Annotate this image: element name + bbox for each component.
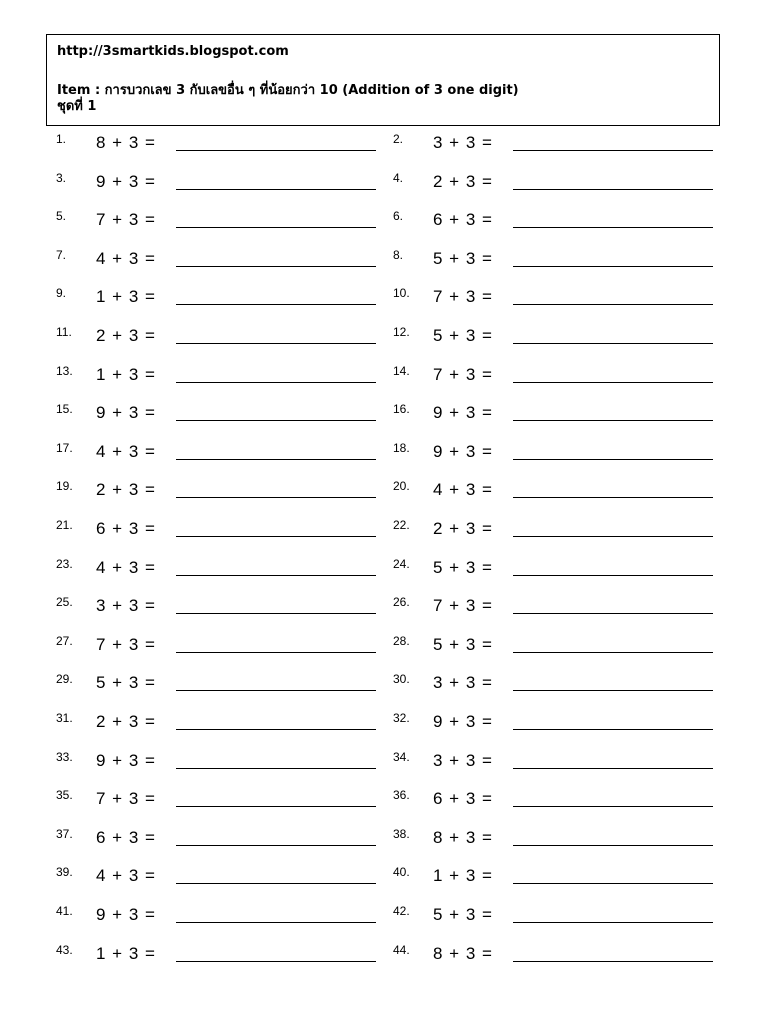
- problem-expression: 7 + 3 =: [433, 364, 492, 384]
- problem-number: 29.: [56, 672, 73, 687]
- problem-expression: 4 + 3 =: [96, 441, 155, 461]
- answer-line[interactable]: [513, 266, 713, 267]
- answer-line[interactable]: [513, 150, 713, 151]
- set-label: ชุดที่ 1: [57, 99, 97, 114]
- answer-line[interactable]: [513, 304, 713, 305]
- answer-line[interactable]: [176, 922, 376, 923]
- problem-number: 36.: [393, 788, 410, 803]
- problem-expression: 1 + 3 =: [433, 866, 492, 886]
- answer-line[interactable]: [176, 497, 376, 498]
- problem-number: 11.: [56, 325, 72, 339]
- answer-line[interactable]: [513, 189, 713, 190]
- problem-number: 6.: [393, 209, 404, 224]
- problem-number: 12.: [393, 325, 410, 339]
- problem-item: [56, 750, 396, 780]
- problem-expression: 6 + 3 =: [96, 519, 155, 538]
- problem-item: [56, 595, 396, 625]
- answer-line[interactable]: [513, 961, 713, 962]
- problem-expression: 2 + 3 =: [96, 326, 155, 345]
- problem-item: [393, 209, 733, 239]
- problem-number: 21.: [56, 518, 73, 532]
- problem-item: [393, 595, 733, 625]
- problem-number: 34.: [393, 749, 410, 764]
- problem-expression: 6 + 3 =: [433, 210, 492, 230]
- problem-number: 22.: [393, 518, 410, 532]
- problem-item: [393, 788, 733, 818]
- problem-item: [393, 441, 733, 471]
- problem-expression: 7 + 3 =: [96, 634, 155, 654]
- source-url: http://3smartkids.blogspot.com: [57, 44, 289, 59]
- problem-item: [393, 171, 733, 201]
- problem-item: [393, 325, 733, 355]
- problem-item: [56, 325, 396, 355]
- problem-item: [56, 479, 396, 509]
- problem-item: [56, 865, 396, 895]
- answer-line[interactable]: [176, 343, 376, 344]
- problem-item: [56, 171, 396, 201]
- answer-line[interactable]: [176, 806, 376, 807]
- answer-line[interactable]: [513, 497, 713, 498]
- answer-line[interactable]: [513, 343, 713, 344]
- answer-line[interactable]: [513, 806, 713, 807]
- answer-line[interactable]: [513, 883, 713, 884]
- problem-item: [56, 904, 396, 934]
- problem-item: [393, 750, 733, 780]
- problem-expression: 4 + 3 =: [96, 248, 155, 268]
- answer-line[interactable]: [176, 382, 376, 383]
- problem-number: 40.: [393, 865, 410, 880]
- problem-number: 37.: [56, 826, 73, 841]
- answer-line[interactable]: [176, 304, 376, 305]
- problem-item: [56, 518, 396, 548]
- problem-expression: 1 + 3 =: [96, 943, 155, 963]
- problem-expression: 8 + 3 =: [433, 943, 492, 963]
- answer-line[interactable]: [513, 922, 713, 923]
- problem-number: 41.: [56, 904, 73, 918]
- answer-line[interactable]: [513, 768, 713, 769]
- problem-expression: 9 + 3 =: [433, 712, 492, 731]
- answer-line[interactable]: [513, 613, 713, 614]
- problem-number: 17.: [56, 440, 73, 455]
- answer-line[interactable]: [513, 536, 713, 537]
- answer-line[interactable]: [513, 575, 713, 576]
- problem-number: 14.: [393, 363, 410, 378]
- problem-item: [56, 248, 396, 278]
- problem-expression: 2 + 3 =: [96, 712, 155, 731]
- problem-number: 28.: [393, 633, 410, 648]
- problem-item: [56, 788, 396, 818]
- problem-number: 2.: [393, 132, 404, 146]
- problem-expression: 5 + 3 =: [433, 248, 492, 268]
- problem-number: 7.: [56, 247, 67, 262]
- problem-expression: 3 + 3 =: [433, 673, 492, 693]
- problem-expression: 3 + 3 =: [433, 750, 492, 770]
- answer-line[interactable]: [176, 536, 376, 537]
- problem-expression: 9 + 3 =: [96, 171, 155, 191]
- problem-expression: 8 + 3 =: [433, 827, 492, 847]
- answer-line[interactable]: [513, 845, 713, 846]
- answer-line[interactable]: [513, 729, 713, 730]
- answer-line[interactable]: [176, 420, 376, 421]
- problem-expression: 1 + 3 =: [96, 287, 155, 307]
- problem-expression: 5 + 3 =: [96, 673, 155, 693]
- problem-expression: 5 + 3 =: [433, 557, 492, 577]
- answer-line[interactable]: [176, 883, 376, 884]
- problem-expression: 9 + 3 =: [433, 403, 492, 423]
- problem-item: [393, 518, 733, 548]
- problem-item: [393, 634, 733, 664]
- problem-expression: 2 + 3 =: [96, 480, 155, 500]
- problem-item: [393, 132, 733, 162]
- answer-line[interactable]: [176, 575, 376, 576]
- problem-expression: 9 + 3 =: [96, 750, 155, 770]
- problem-expression: 4 + 3 =: [433, 480, 492, 500]
- problem-number: 27.: [56, 633, 73, 648]
- answer-line[interactable]: [176, 227, 376, 228]
- problem-item: [56, 364, 396, 394]
- problem-number: 20.: [393, 479, 410, 494]
- problem-item: [393, 904, 733, 934]
- problem-item: [56, 557, 396, 587]
- answer-line[interactable]: [513, 459, 713, 460]
- problem-number: 30.: [393, 672, 410, 687]
- problem-number: 8.: [393, 247, 404, 262]
- problem-number: 31.: [56, 711, 73, 725]
- problem-number: 13.: [56, 363, 73, 378]
- answer-line[interactable]: [176, 266, 376, 267]
- problem-number: 4.: [393, 170, 404, 185]
- problem-expression: 8 + 3 =: [96, 133, 155, 152]
- answer-line[interactable]: [176, 652, 376, 653]
- problem-expression: 1 + 3 =: [96, 364, 155, 384]
- answer-line[interactable]: [513, 227, 713, 228]
- problem-item: [393, 943, 733, 973]
- problem-number: 1.: [56, 132, 67, 146]
- problem-item: [393, 711, 733, 741]
- problem-number: 25.: [56, 595, 73, 610]
- problem-item: [56, 402, 396, 432]
- answer-line[interactable]: [513, 382, 713, 383]
- problem-number: 3.: [56, 170, 67, 185]
- answer-line[interactable]: [513, 420, 713, 421]
- problem-item: [56, 286, 396, 316]
- problem-number: 43.: [56, 942, 73, 957]
- problem-number: 16.: [393, 402, 410, 417]
- answer-line[interactable]: [176, 845, 376, 846]
- problem-number: 44.: [393, 942, 410, 957]
- problem-number: 26.: [393, 595, 410, 610]
- problem-number: 24.: [393, 556, 410, 571]
- answer-line[interactable]: [176, 150, 376, 151]
- problem-number: 10.: [393, 286, 410, 301]
- problem-expression: 4 + 3 =: [96, 557, 155, 577]
- problem-expression: 4 + 3 =: [96, 866, 155, 886]
- problem-number: 32.: [393, 711, 410, 725]
- problem-item: [393, 364, 733, 394]
- answer-line[interactable]: [176, 729, 376, 730]
- problem-item: [393, 479, 733, 509]
- problem-number: 9.: [56, 286, 67, 301]
- problem-number: 19.: [56, 479, 73, 494]
- answer-line[interactable]: [513, 690, 713, 691]
- problem-expression: 5 + 3 =: [433, 634, 492, 654]
- problem-number: 18.: [393, 440, 410, 455]
- problem-expression: 7 + 3 =: [96, 210, 155, 230]
- problem-expression: 9 + 3 =: [433, 441, 492, 461]
- problem-number: 39.: [56, 865, 73, 880]
- problem-number: 38.: [393, 826, 410, 841]
- problem-item: [56, 672, 396, 702]
- problem-item: [393, 286, 733, 316]
- problem-number: 35.: [56, 788, 73, 803]
- answer-line[interactable]: [176, 690, 376, 691]
- answer-line[interactable]: [176, 189, 376, 190]
- problem-expression: 5 + 3 =: [433, 905, 492, 924]
- problem-number: 15.: [56, 402, 73, 417]
- problem-item: [56, 711, 396, 741]
- problem-item: [393, 557, 733, 587]
- problem-item: [393, 827, 733, 857]
- problem-expression: 7 + 3 =: [433, 287, 492, 307]
- problem-expression: 3 + 3 =: [96, 596, 155, 616]
- answer-line[interactable]: [176, 768, 376, 769]
- problem-item: [393, 672, 733, 702]
- problem-expression: 9 + 3 =: [96, 905, 155, 924]
- answer-line[interactable]: [176, 459, 376, 460]
- problem-expression: 9 + 3 =: [96, 403, 155, 423]
- problem-number: 23.: [56, 556, 73, 571]
- problem-item: [56, 132, 396, 162]
- problem-item: [393, 865, 733, 895]
- problem-item: [56, 827, 396, 857]
- problem-number: 33.: [56, 749, 73, 764]
- problem-item: [56, 441, 396, 471]
- problem-item: [56, 943, 396, 973]
- problem-expression: 5 + 3 =: [433, 326, 492, 345]
- answer-line[interactable]: [176, 961, 376, 962]
- problem-number: 42.: [393, 904, 410, 918]
- problem-number: 5.: [56, 209, 67, 224]
- problem-item: [56, 209, 396, 239]
- problem-item: [393, 402, 733, 432]
- problem-expression: 6 + 3 =: [96, 827, 155, 847]
- problem-expression: 3 + 3 =: [433, 133, 492, 152]
- problem-expression: 2 + 3 =: [433, 171, 492, 191]
- problem-expression: 7 + 3 =: [96, 789, 155, 809]
- problem-expression: 6 + 3 =: [433, 789, 492, 809]
- problem-item: [393, 248, 733, 278]
- problem-item: [56, 634, 396, 664]
- problem-expression: 2 + 3 =: [433, 519, 492, 538]
- problem-expression: 7 + 3 =: [433, 596, 492, 616]
- answer-line[interactable]: [176, 613, 376, 614]
- answer-line[interactable]: [513, 652, 713, 653]
- item-title: Item : การบวกเลข 3 กับเลขอื่น ๆ ที่น้อยกว่า 10 (Addition of 3 one digit): [57, 83, 519, 98]
